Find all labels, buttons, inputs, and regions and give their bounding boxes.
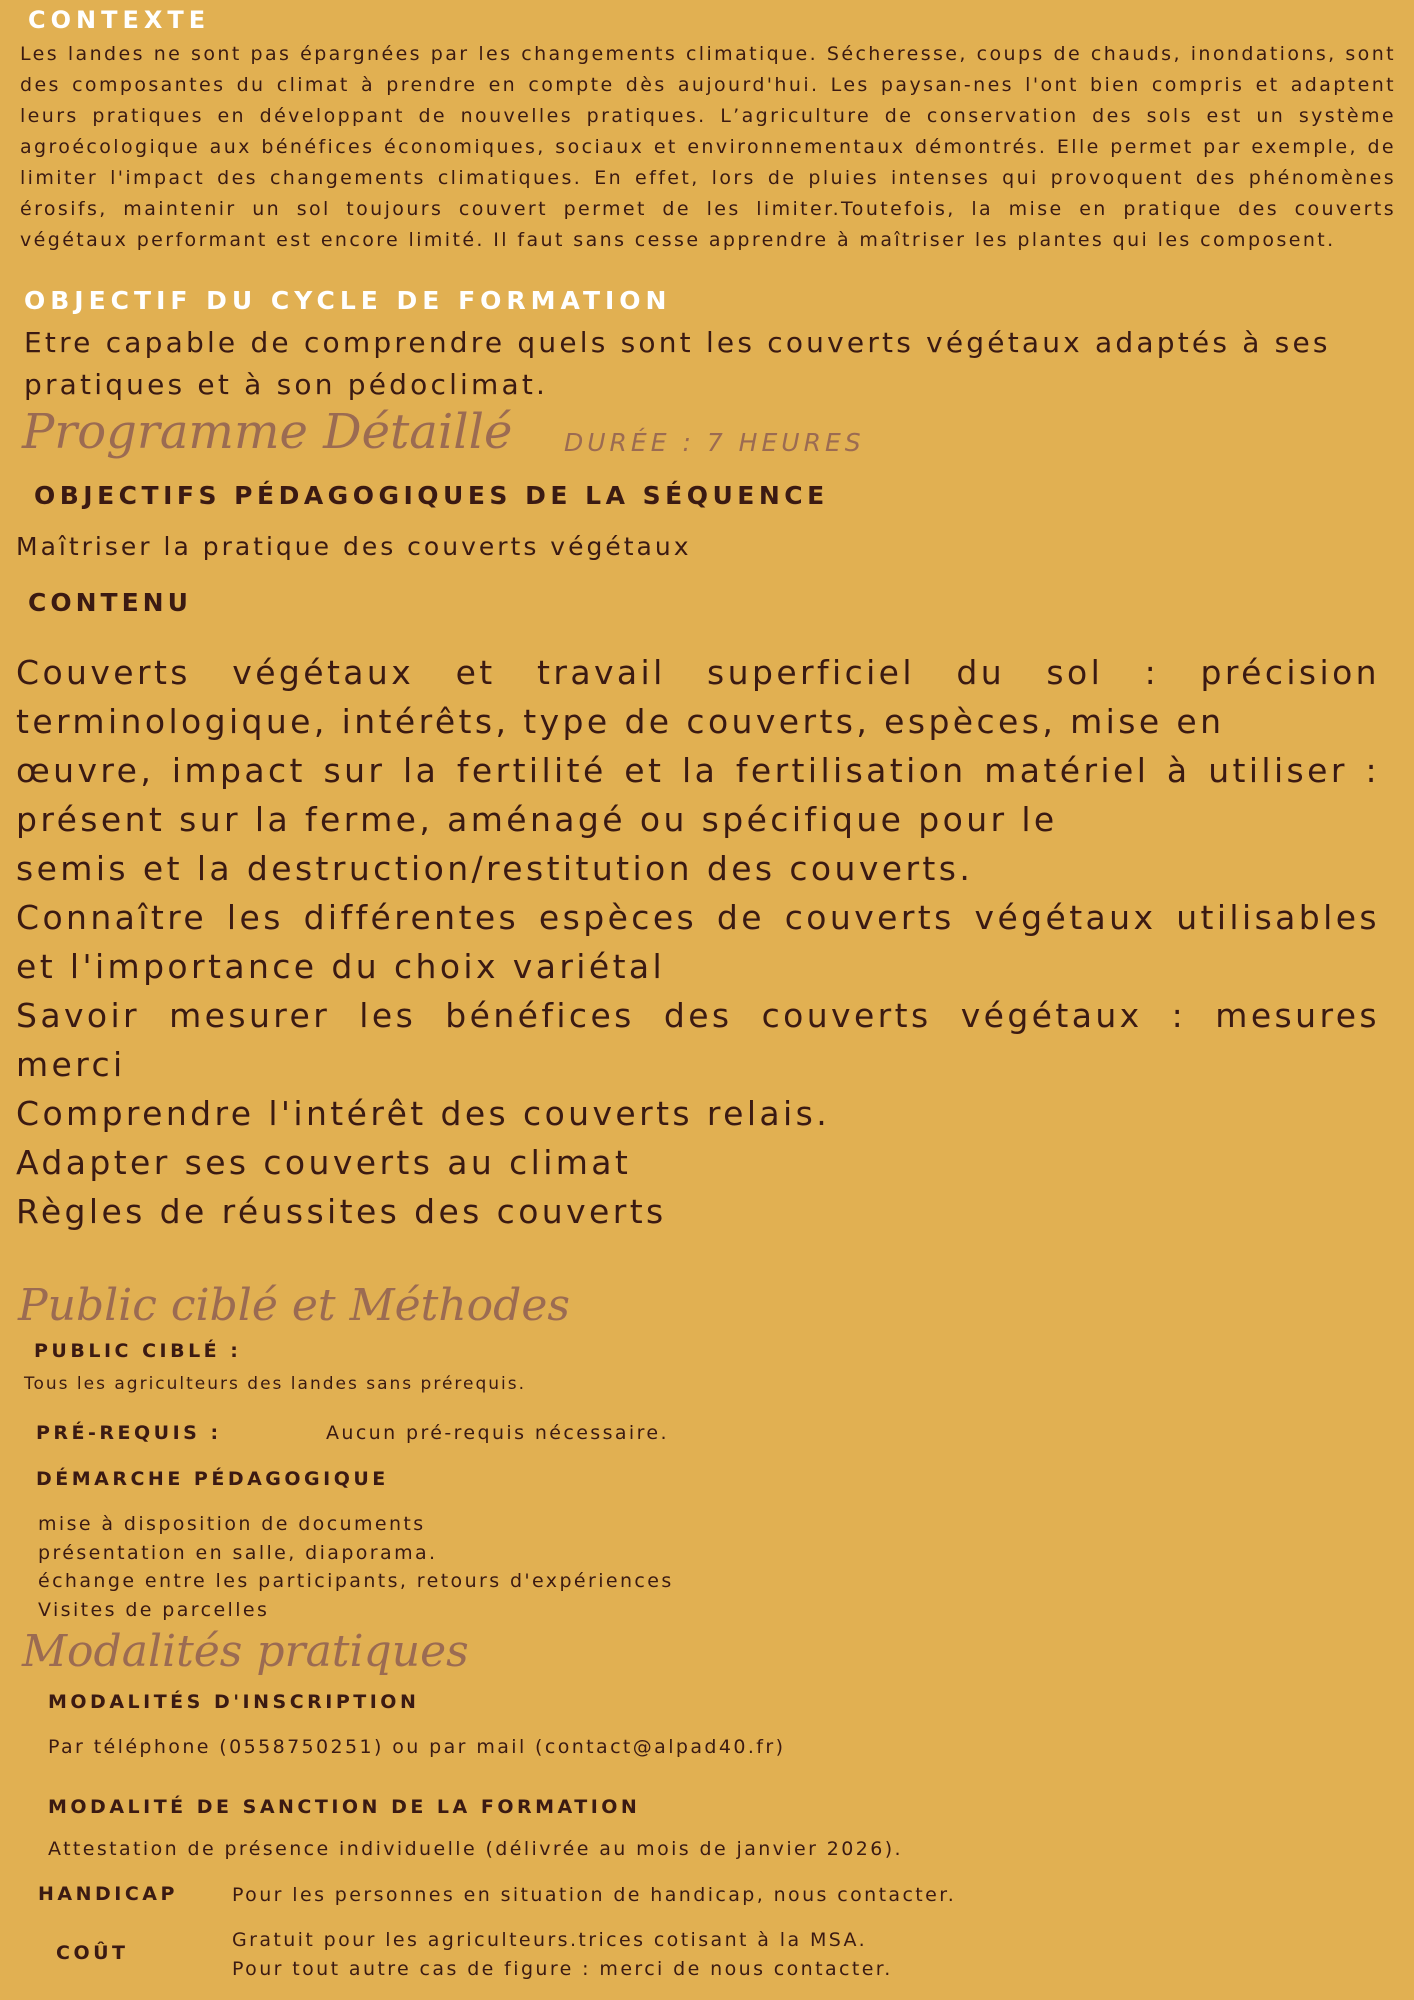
contenu-line: Comprendre l'intérêt des couverts relais. xyxy=(16,1094,831,1133)
contenu-line: œuvre, impact sur la fertilité et la fertilisation matériel à utiliser : xyxy=(16,751,1380,790)
contenu-line: présent sur la ferme, aménagé ou spécifique pour le xyxy=(16,800,1058,839)
contenu-line: Savoir mesurer les bénéfices des couverts végétaux : mesures xyxy=(16,996,1380,1035)
contenu-heading: CONTENU xyxy=(28,588,192,617)
sanction-text: Attestation de présence individuelle (délivrée au mois de janvier 2026). xyxy=(48,1838,903,1860)
handicap-heading: HANDICAP xyxy=(38,1883,178,1905)
modalites-title: Modalités pratiques xyxy=(22,1626,469,1677)
contenu-line: merci xyxy=(16,1045,126,1084)
contexte-heading: CONTEXTE xyxy=(28,6,211,34)
public-title: Public ciblé et Méthodes xyxy=(18,1280,570,1331)
duree-label: DURÉE : 7 HEURES xyxy=(564,428,865,457)
contenu-list xyxy=(16,648,1380,1236)
contenu-line: Connaître les différentes espèces de couverts végétaux utilisables xyxy=(16,898,1380,937)
cout-text xyxy=(232,1926,893,1984)
demarche-item: Visites de parcelles xyxy=(38,1598,270,1621)
contenu-line: Règles de réussites des couverts xyxy=(16,1192,667,1231)
public-text: Tous les agriculteurs des landes sans prérequis. xyxy=(24,1374,527,1394)
inscription-text: Par téléphone (0558750251) ou par mail (contact@alpad40.fr) xyxy=(48,1736,786,1758)
contenu-line: terminologique, intérêts, type de couverts, espèces, mise en xyxy=(16,702,1225,741)
demarche-item: présentation en salle, diaporama. xyxy=(38,1541,438,1564)
prerequis-heading: PRÉ-REQUIS : xyxy=(36,1422,222,1444)
contenu-line: et l'importance du choix variétal xyxy=(16,947,666,986)
prerequis-text: Aucun pré-requis nécessaire. xyxy=(326,1422,669,1444)
sanction-heading: MODALITÉ DE SANCTION DE LA FORMATION xyxy=(48,1796,641,1818)
demarche-heading: DÉMARCHE PÉDAGOGIQUE xyxy=(36,1468,389,1490)
cout-line: Gratuit pour les agriculteurs.trices cotisant à la MSA. xyxy=(232,1929,868,1951)
contenu-line: semis et la destruction/restitution des couverts. xyxy=(16,849,974,888)
objectifs-text: Maîtriser la pratique des couverts végétaux xyxy=(16,532,692,561)
objectif-cycle-heading: OBJECTIF DU CYCLE DE FORMATION xyxy=(24,286,672,315)
cout-line: Pour tout autre cas de figure : merci de nous contacter. xyxy=(232,1958,893,1980)
handicap-text: Pour les personnes en situation de handicap, nous contacter. xyxy=(232,1884,957,1906)
inscription-heading: MODALITÉS D'INSCRIPTION xyxy=(48,1691,420,1713)
public-heading: PUBLIC CIBLÉ : xyxy=(34,1340,242,1362)
objectif-cycle-text: Etre capable de comprendre quels sont les couverts végétaux adaptés à ses pratiques et à son pédoclimat. xyxy=(24,326,1331,401)
contenu-line: Adapter ses couverts au climat xyxy=(16,1143,632,1182)
programme-title: Programme Détaillé xyxy=(22,404,513,460)
contenu-line: Couverts végétaux et travail superficiel du sol : précision xyxy=(16,653,1380,692)
demarche-item: échange entre les participants, retours d'expériences xyxy=(38,1570,674,1592)
demarche-list xyxy=(38,1510,674,1624)
objectifs-heading: OBJECTIFS PÉDAGOGIQUES DE LA SÉQUENCE xyxy=(34,481,829,510)
cout-heading: COÛT xyxy=(56,1942,129,1964)
contexte-text: Les landes ne sont pas épargnées par les changements climatique. Sécheresse, coups de chauds, inondations, sont des composantes du climat à prendre en compte dès aujourd'hui. Les paysan-nes l'ont bien compris et adaptent leurs pratiques en développant de nouvelles pratiques. L’agriculture de conservation des sols est un système agroécologique aux bénéfices économiques, sociaux et environnementaux démontrés. Elle permet par exemple, de limiter l'impact des changements climatiques. En effet, lors de pluies intenses qui provoquent des phénomènes érosifs, maintenir un sol toujours couvert permet de les limiter.Toutefois, la mise en pratique des couverts végétaux performant est encore limité. Il faut sans cesse apprendre à maîtriser les plantes qui les composent. xyxy=(20,43,1396,251)
demarche-item: mise à disposition de documents xyxy=(38,1513,426,1535)
